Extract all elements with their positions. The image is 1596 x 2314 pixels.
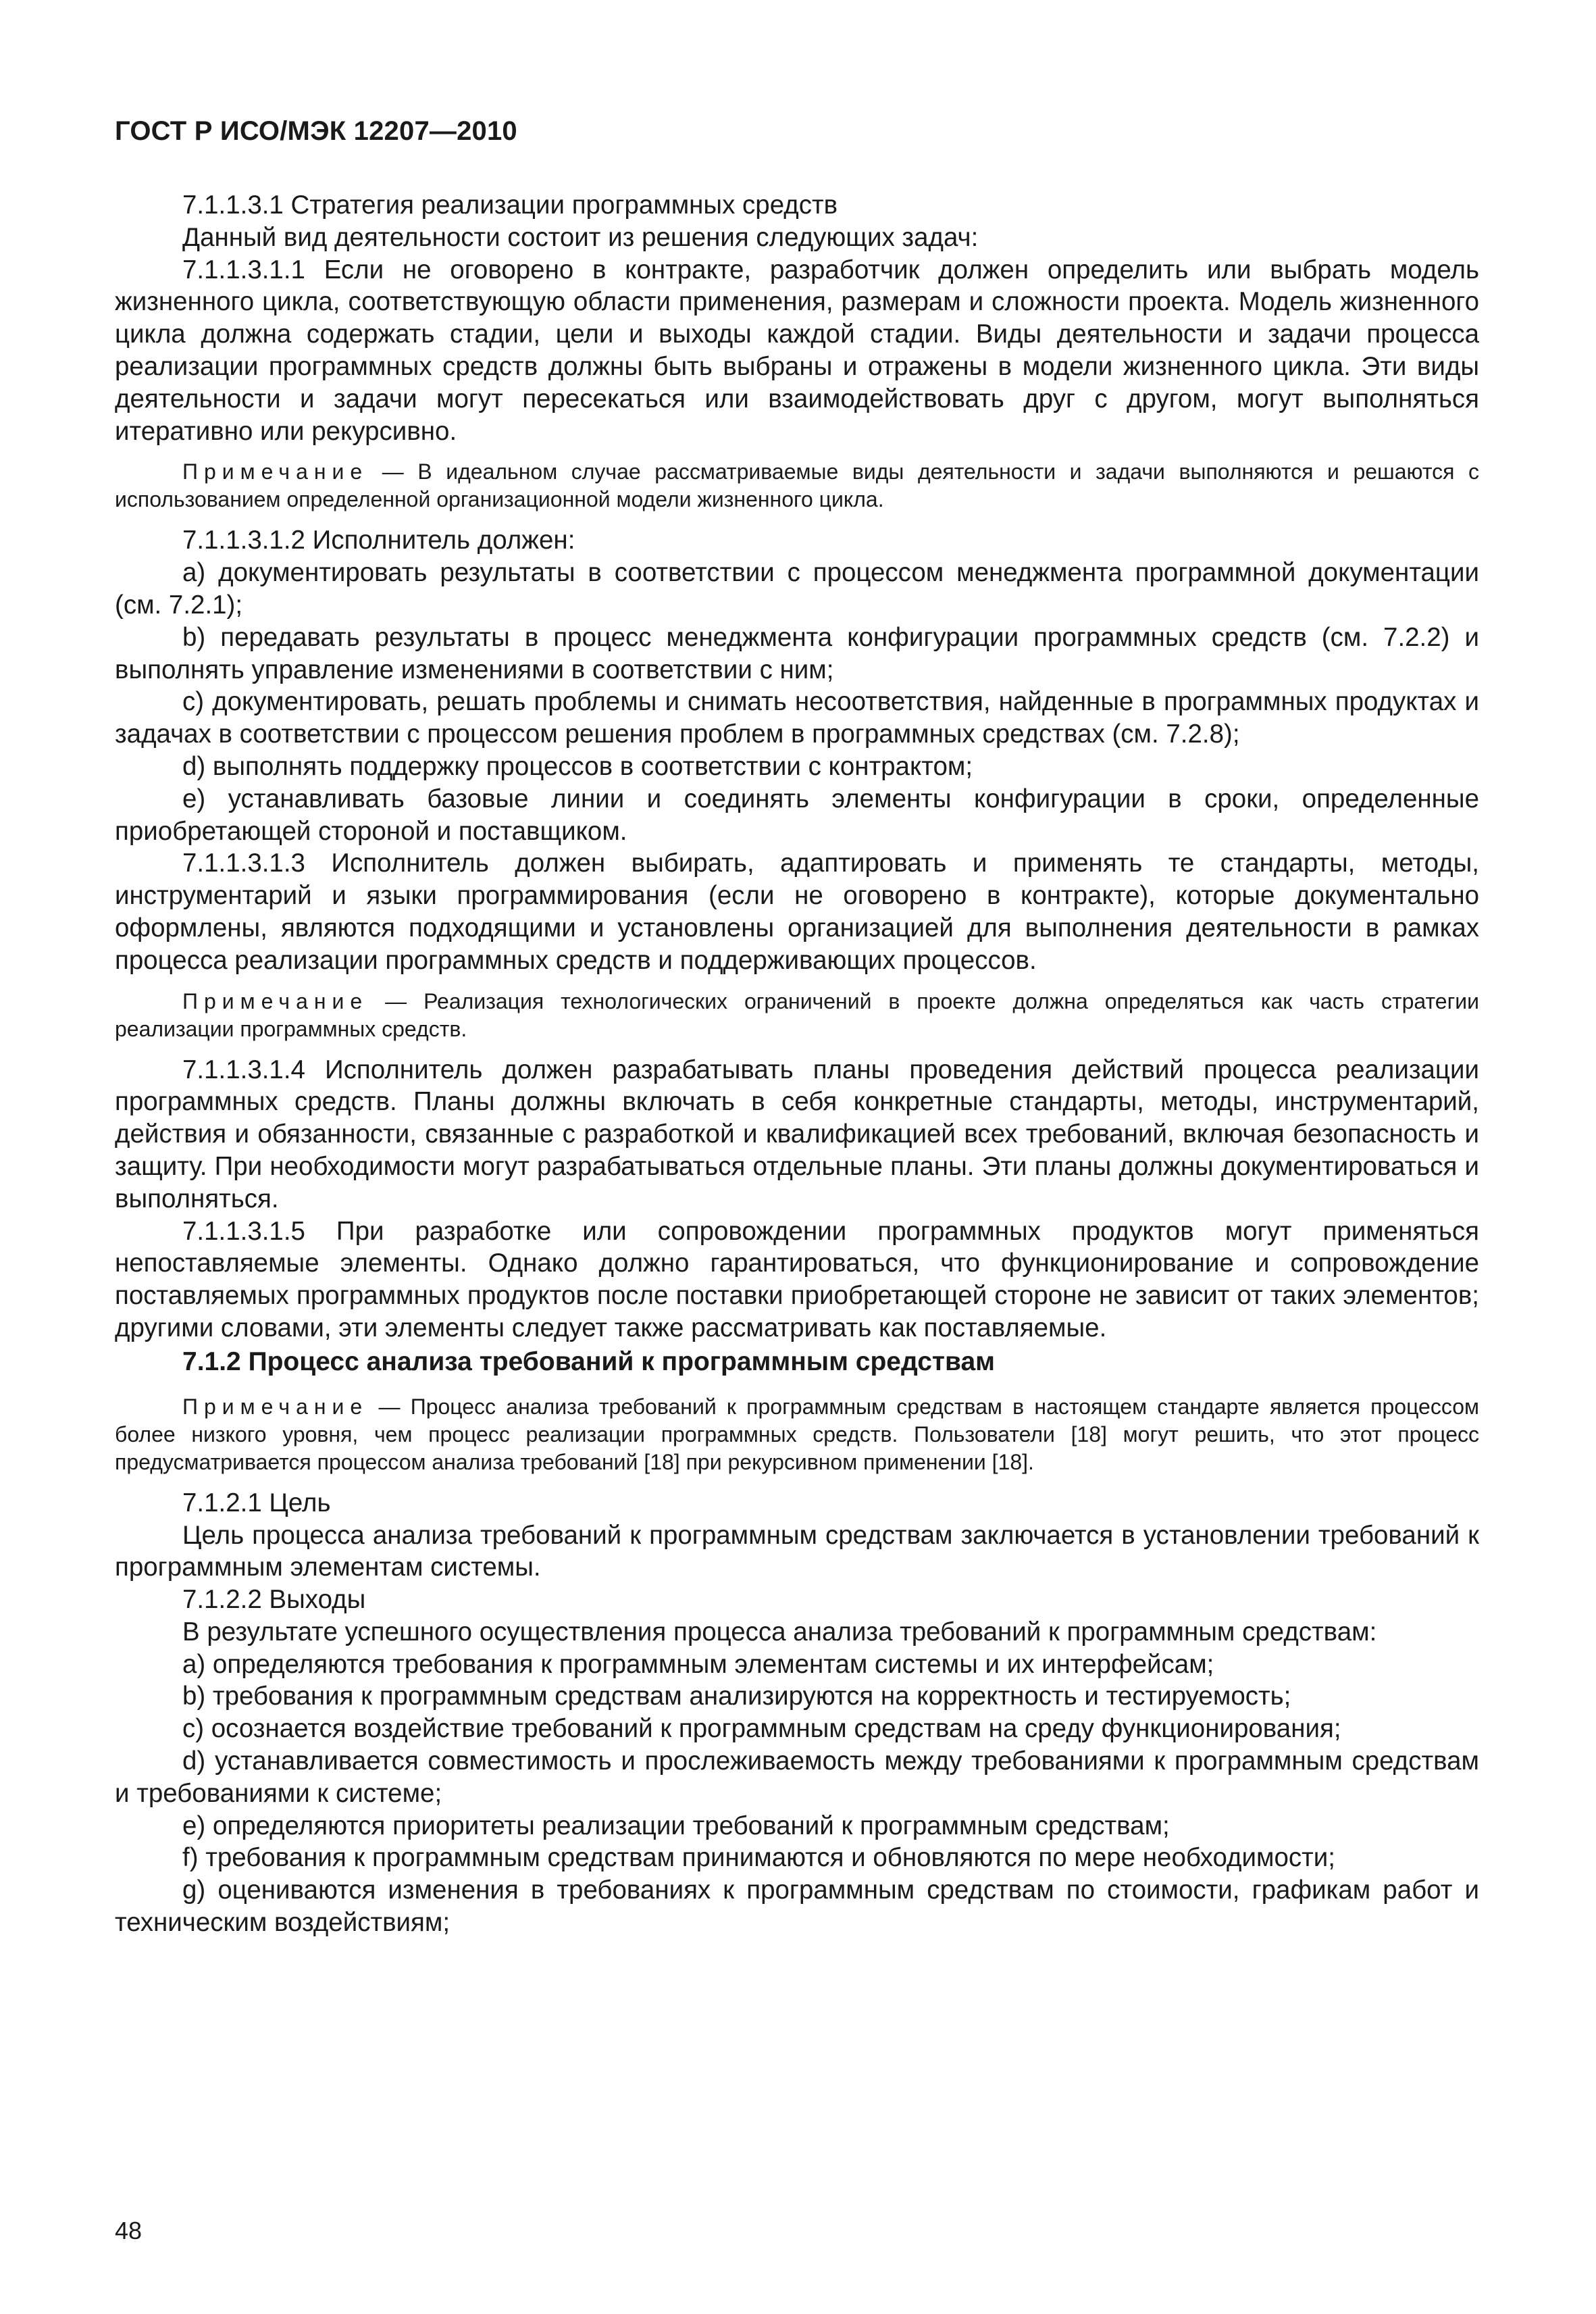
list-item: b) требования к программным средствам анализируются на корректность и тестируемость; [182, 1682, 1291, 1711]
paragraph: 7.1.1.3.1.1 Если не оговорено в контракте, разработчик должен определить или выбрать модель жизненного цикла, соответствующую области применения, размерам и сложности проекта. Модель жизненного цикла должна содержать стадии, цели и выходы каждой стадии. Виды деятельности и задачи процесса реализации программных средств должны быть выбраны и отражены в модели жизненного цикла. Эти виды деятельности и задачи могут пересекаться или взаимодействовать друг с другом, могут выполняться итеративно или рекурсивно. [115, 255, 1479, 446]
list-item: a) определяются требования к программным элементам системы и их интерфейсам; [182, 1649, 1214, 1679]
paragraph: 7.1.1.3.1.3 Исполнитель должен выбирать, адаптировать и применять те стандарты, методы, инструментарий и языки программирования (если не оговорено в контракте), которые документально оформлены, являются подходящими и установлены организацией для выполнения деятельности в рамках процесса реализации программных средств и поддерживающих процессов. [115, 849, 1479, 975]
paragraph: 7.1.2.2 Выходы [182, 1585, 366, 1615]
paragraph: Цель процесса анализа требований к программным средствам заключается в установлении требований к программным элементам системы. [115, 1520, 1479, 1582]
paragraph: Данный вид деятельности состоит из решения следующих задач: [182, 222, 979, 252]
list-item: d) устанавливается совместимость и прослеживаемость между требованиями к программным средствам и требованиями к системе; [115, 1746, 1479, 1808]
document-header: ГОСТ Р ИСО/МЭК 12207—2010 [115, 116, 517, 146]
paragraph: 7.1.1.3.1.5 При разработке или сопровождении программных продуктов могут применяться непоставляемые элементы. Однако должно гарантироваться, что функционирование и сопровождение поставляемых программных продуктов после поставки приобретающей стороне не зависит от таких элементов; другими словами, эти элементы следует также рассматривать как поставляемые. [115, 1216, 1479, 1342]
list-item: c) документировать, решать проблемы и снимать несоответствия, найденные в программных продуктах и задачах в соответствии с процессом решения проблем в программных средствах (см. 7.2.8); [115, 687, 1479, 749]
paragraph: 7.1.2.1 Цель [182, 1488, 331, 1517]
list-item: d) выполнять поддержку процессов в соответствии с контрактом; [182, 751, 973, 781]
note-text: — Реализация технологических ограничений в проекте должна определяться как часть стратегии реализации программных средств. [115, 988, 1479, 1041]
note-text: — Процесс анализа требований к программным средствам в настоящем стандарте является процессом более низкого уровня, чем процесс реализации программных средств. Пользователи [18] могут решить, что этот процесс предусматривается процессом анализа требований [18] при рекурсивном применении [18]. [115, 1394, 1479, 1474]
body-section-d [115, 1487, 1479, 1939]
document-page [115, 115, 1479, 2263]
note-3 [115, 1393, 1479, 1476]
body-section-a [115, 189, 1479, 447]
note-label: Примечание [182, 1394, 369, 1419]
list-item: e) определяются приоритеты реализации требований к программным средствам; [182, 1811, 1170, 1840]
paragraph: В результате успешного осуществления процесса анализа требований к программным средствам: [182, 1617, 1377, 1646]
note-label: Примечание [182, 459, 369, 484]
list-item: e) устанавливать базовые линии и соединять элементы конфигурации в сроки, определенные приобретающей стороной и поставщиком. [115, 784, 1479, 846]
note-2 [115, 988, 1479, 1043]
list-item: b) передавать результаты в процесс менеджмента конфигурации программных средств (см. 7.2.2) и выполнять управление изменениями в соответствии с ним; [115, 622, 1479, 684]
note-label: Примечание [182, 988, 369, 1013]
body-section-b [115, 524, 1479, 976]
paragraph: 7.1.1.3.1.4 Исполнитель должен разрабатывать планы проведения действий процесса реализации программных средств. Планы должны включать в себя конкретные стандарты, методы, инструментарий, действия и обязанности, связанные с разработкой и квалификацией всех требований, включая безопасность и защиту. При необходимости могут разрабатываться отдельные планы. Эти планы должны документироваться и выполняться. [115, 1055, 1479, 1213]
page-number: 48 [115, 2217, 143, 2244]
body-section-c [115, 1054, 1479, 1344]
section-heading: 7.1.2 Процесс анализа требований к программным средствам [182, 1347, 996, 1376]
paragraph: 7.1.1.3.1.2 Исполнитель должен: [182, 526, 575, 555]
list-item: f) требования к программным средствам принимаются и обновляются по мере необходимости; [182, 1843, 1335, 1873]
note-1 [115, 458, 1479, 513]
list-item: a) документировать результаты в соответствии с процессом менеджмента программной документации (см. 7.2.1); [115, 558, 1479, 620]
paragraph: 7.1.1.3.1 Стратегия реализации программных средств [182, 191, 838, 220]
list-item: g) оцениваются изменения в требованиях к программным средствам по стоимости, графикам работ и техническим воздействиям; [115, 1876, 1479, 1938]
note-text: — В идеальном случае рассматриваемые виды деятельности и задачи выполняются и решаются с использованием определенной организационной модели жизненного цикла. [115, 459, 1479, 512]
list-item: c) осознается воздействие требований к программным средствам на среду функционирования; [182, 1714, 1341, 1744]
